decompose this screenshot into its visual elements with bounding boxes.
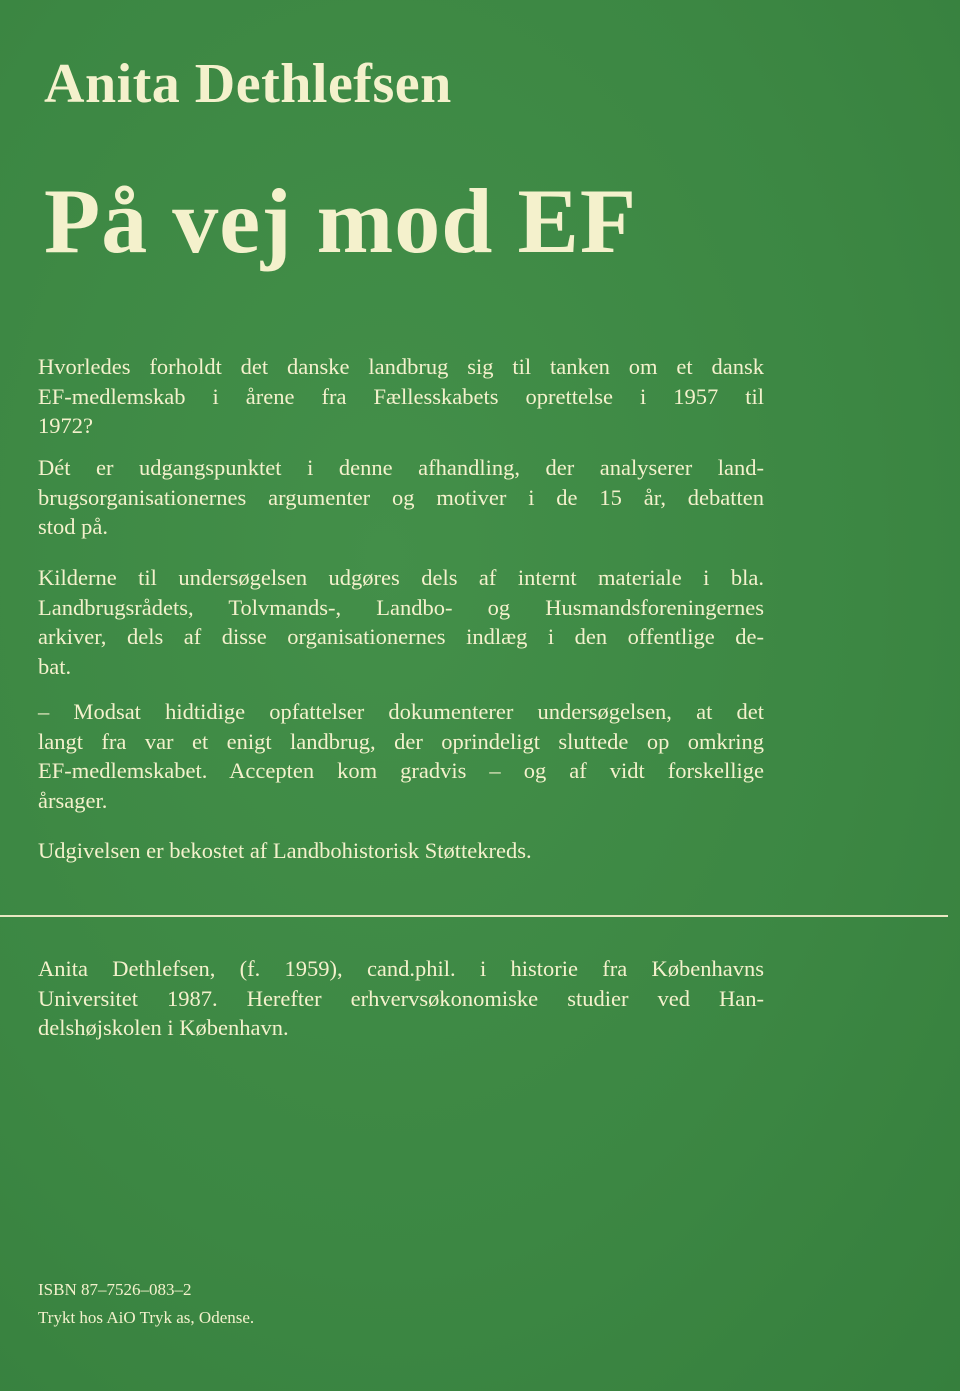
text-line: Hvorledes forholdt det danske landbrug sig til tanken om et dansk: [38, 354, 764, 379]
text-line: Universitet 1987. Herefter erhvervsøkonomiske studier ved Han-: [38, 985, 764, 1011]
text-line: bat.: [38, 653, 72, 679]
text-line: Anita Dethlefsen, (f. 1959), cand.phil. i historie fra Københavns: [38, 956, 764, 981]
paragraph-funding: [38, 836, 764, 866]
text-line: EF-medlemskab i årene fra Fællesskabets oprettelse i 1957 til: [38, 383, 764, 409]
printer-info: Trykt hos AiO Tryk as, Odense.: [38, 1308, 255, 1327]
text-line: stod på.: [38, 514, 108, 539]
divider-rule: [0, 915, 948, 917]
paragraph-thesis: [38, 453, 764, 542]
book-title: På vej mod EF: [44, 170, 638, 272]
text-line: Kilderne til undersøgelsen udgøres dels af internt materiale i bla.: [38, 565, 764, 590]
text-line: delshøjskolen i København.: [38, 1015, 289, 1040]
isbn: ISBN 87–7526–083–2: [38, 1280, 192, 1299]
text-line: EF-medlemskabet. Accepten kom gradvis – og af vidt forskellige: [38, 758, 764, 783]
text-line: Dét er udgangspunktet i denne afhandling, der analyserer land-: [38, 455, 764, 480]
paragraph-sources: [38, 563, 764, 681]
paragraph-findings: [38, 697, 764, 815]
text-line: arkiver, dels af disse organisationernes indlæg i den offentlige de-: [38, 624, 764, 649]
text-line: langt fra var et enigt landbrug, der oprindeligt sluttede op omkring: [38, 728, 764, 754]
text-line: brugsorganisationernes argumenter og motiver i de 15 år, debatten: [38, 484, 764, 510]
author-bio: [38, 954, 764, 1043]
paragraph-intro-question: [38, 352, 764, 441]
text-line: årsager.: [38, 787, 108, 813]
text-line: 1972?: [38, 413, 93, 438]
text-line: Landbrugsrådets, Tolvmands-, Landbo- og Husmandsforeningernes: [38, 594, 764, 620]
colophon: [38, 1276, 254, 1332]
author-name: Anita Dethlefsen: [44, 53, 452, 115]
text-line: Udgivelsen er bekostet af Landbohistorisk Støttekreds.: [38, 838, 532, 863]
text-line: – Modsat hidtidige opfattelser dokumenterer undersøgelsen, at det: [38, 699, 764, 724]
